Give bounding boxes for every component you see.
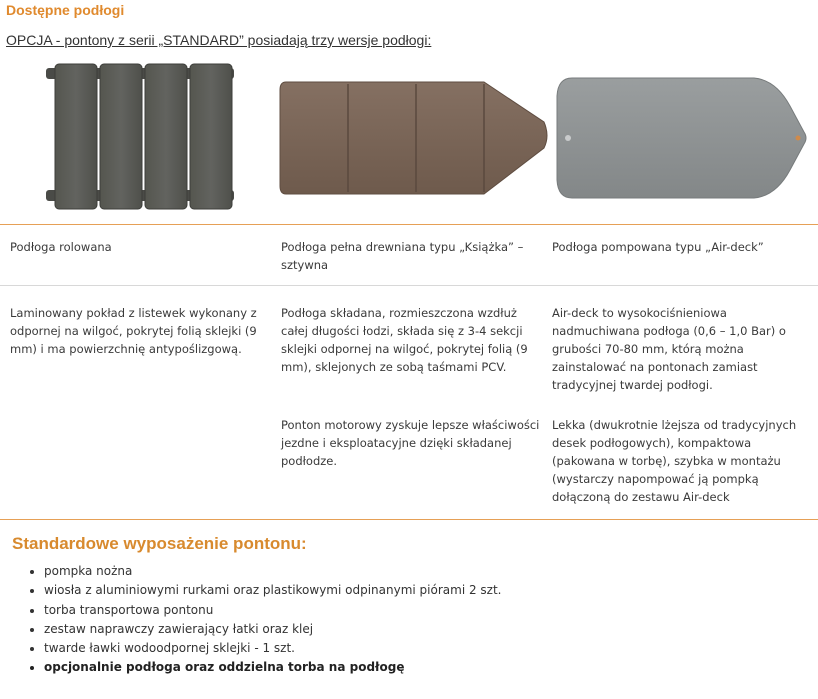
row-divider [0,285,818,286]
airdeck-floor-image [554,76,812,200]
equipment-title: Standardowe wyposażenie pontonu: [12,534,307,553]
floor-name-airdeck: Podłoga pompowana typu „Air-deck” [552,240,764,254]
equipment-list [22,562,818,678]
list-item: • pompka nożna [44,562,818,581]
list-item: • opcjonalnie podłoga oraz oddzielna torba na podłogę [44,658,818,677]
floor-desc-airdeck: Air-deck to wysokociśnieniowa nadmuchiwana podłoga (0,6 – 1,0 Bar) o grubości 70-80 mm, którą można zainstalować na pontonach zamiast tradycyjnej twardej podłogi. [552,306,786,392]
floor-extra-airdeck: Lekka (dwukrotnie lżejsza od tradycyjnych desek podłogowych), kompaktowa (pakowana w torbę), szybka w montażu (wystarczy napompować ją pompką dołączoną do zestawu Air-deck [552,418,797,504]
table-divider [0,224,818,225]
section-title: Dostępne podłogi [6,2,125,18]
section-divider [0,519,818,520]
floor-extra-wooden: Ponton motorowy zyskuje lepsze właściwości jezdne i eksploatacyjne dzięki składanej podłodze. [281,418,540,468]
floor-options-subtitle: OPCJA - pontony z serii „STANDARD” posiadają trzy wersje podłogi: [6,32,432,48]
list-item: • twarde ławki wodoodpornej sklejki - 1 szt. [44,639,818,658]
list-item: • wiosła z aluminiowymi rurkami oraz plastikowymi odpinanymi piórami 2 szt. [44,581,818,600]
roll-floor-image [44,62,236,212]
list-item: • zestaw naprawczy zawierający łatki oraz klej [44,620,818,639]
floor-desc-wooden: Podłoga składana, rozmieszczona wzdłuż całej długości łodzi, składa się z 3-4 sekcji sklejki odpornej na wilgoć, pokrytej folią (9 mm), sklejonych ze sobą taśmami PCV. [281,306,528,374]
floor-name-roll: Podłoga rolowana [10,240,112,254]
list-item: • torba transportowa pontonu [44,601,818,620]
wooden-floor-image [278,76,550,200]
floor-name-wooden: Podłoga pełna drewniana typu „Książka” – sztywna [281,240,524,272]
floor-desc-roll: Laminowany pokład z listewek wykonany z odpornej na wilgoć, pokrytej folią sklejki (9 mm) i ma powierzchnię antypoślizgową. [10,306,257,356]
